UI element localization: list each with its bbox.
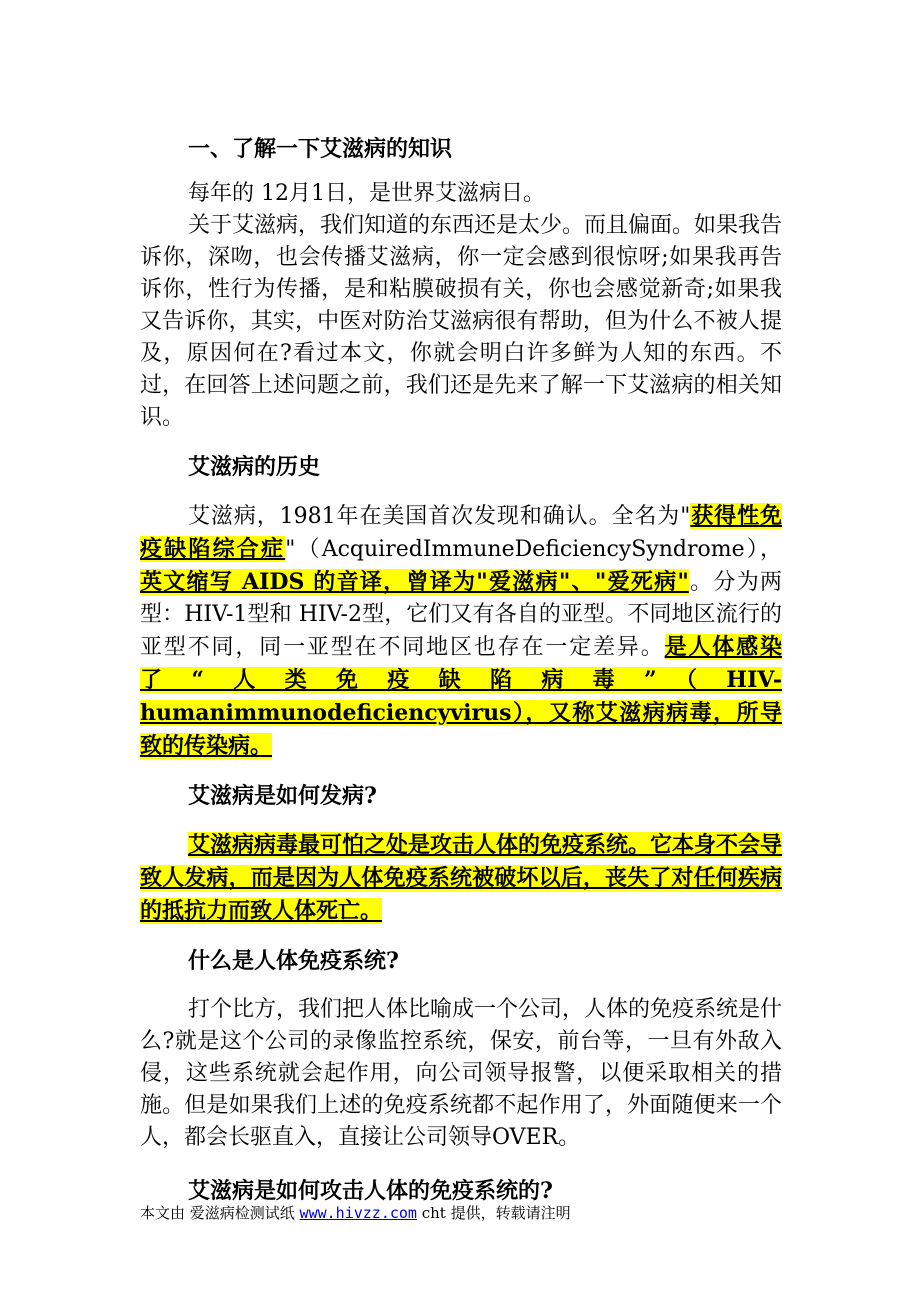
page-footer (140, 1203, 571, 1223)
section-heading: 一、了解一下艾滋病的知识 (188, 136, 453, 162)
highlight-full-name: 获得性免疫缺陷综合症 (140, 503, 782, 562)
document-body (140, 132, 782, 1208)
subheading-history: 艾滋病的历史 (188, 454, 321, 480)
footer-prefix: 本文由 爱滋病检测试纸 (140, 1204, 300, 1222)
paragraph-intro: 关于艾滋病，我们知道的东西还是太少。而且偏面。如果我告诉你，深吻，也会传播艾滋病，你一定会感到很惊呀;如果我再告诉你，性行为传播，是和粘膜破损有关，你也会感觉新奇;如果我又告诉你，其实，中医对防治艾滋病很有帮助，但为什么不被人提及，原因何在?看过本文，你就会明白许多鲜为人知的东西。不过，在回答上述问题之前，我们还是先来了解一下艾滋病的相关知识。 (140, 213, 783, 430)
paragraph-cause (140, 829, 782, 928)
paragraph-history (140, 500, 782, 763)
paragraph-date: 每年的 12月1日，是世界艾滋病日。 (188, 181, 545, 206)
paragraph-immune: 打个比方，我们把人体比喻成一个公司，人体的免疫系统是什么?就是这个公司的录像监控系统，保安，前台等，一旦有外敌入侵，这些系统就会起作用，向公司领导报警，以便采取相关的措施。但是如果我们上述的免疫系统都不起作用了，外面随便来一个人，都会长驱直入，直接让公司领导OVER。 (140, 997, 783, 1150)
subheading-immune: 什么是人体免疫系统? (188, 948, 399, 974)
highlight-hiv-definition: 是人体感染了“人类免疫缺陷病毒”（HIV-humanimmunodeficiencyvirus），又称艾滋病病毒，所导致的传染病。 (140, 634, 782, 759)
history-text-2: "（AcquiredImmuneDeficiencySyndrome）， (285, 537, 782, 562)
history-text-1: 艾滋病，1981年在美国首次发现和确认。全名为" (188, 504, 691, 529)
subheading-attack: 艾滋病是如何攻击人体的免疫系统的? (188, 1178, 553, 1204)
highlight-aids-translation: 英文缩写 AIDS 的音译，曾译为"爱滋病"、"爱死病" (140, 569, 689, 595)
highlight-cause: 艾滋病病毒最可怕之处是攻击人体的免疫系统。它本身不会导致人发病，而是因为人体免疫系统被破坏以后，丧失了对任何疾病的抵抗力而致人体死亡。 (140, 832, 783, 924)
footer-link[interactable]: www.hivzz.com (299, 1204, 417, 1222)
footer-suffix: cht 提供，转载请注明 (416, 1204, 571, 1222)
subheading-cause: 艾滋病是如何发病? (188, 783, 377, 809)
history-text-3: 。分为两型：HIV-1型和 HIV-2型，它们又有各自的亚型。不同地区流行的亚型不同，同一亚型在不同地区也存在一定差异。 (140, 570, 782, 660)
